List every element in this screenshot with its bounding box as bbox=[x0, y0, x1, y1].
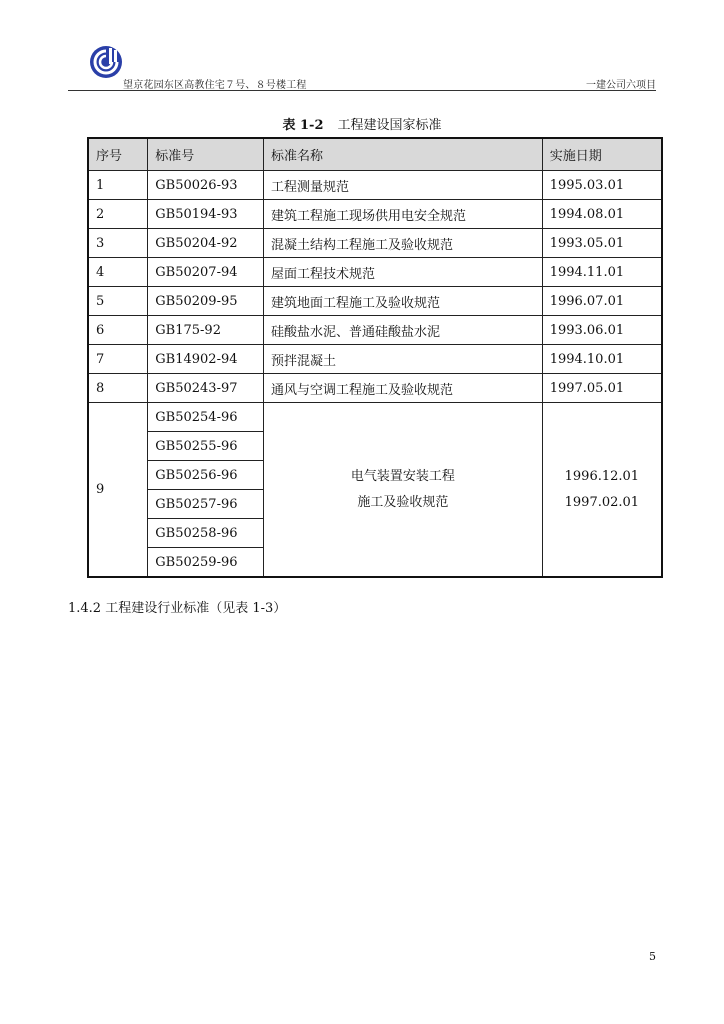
cell-name: 硅酸盐水泥、普通硅酸盐水泥 bbox=[264, 316, 543, 345]
cell-date-group bbox=[542, 403, 662, 578]
cell-name: 建筑地面工程施工及验收规范 bbox=[264, 287, 543, 316]
page-number: 5 bbox=[649, 950, 656, 963]
cell-code: GB50204-92 bbox=[148, 229, 264, 258]
cell-date: 1994.08.01 bbox=[542, 200, 662, 229]
header-divider bbox=[68, 90, 656, 91]
cell-code: GB50207-94 bbox=[148, 258, 264, 287]
header-date: 实施日期 bbox=[542, 138, 662, 171]
cell-seq: 6 bbox=[88, 316, 148, 345]
cell-code: GB50209-95 bbox=[148, 287, 264, 316]
cell-seq: 2 bbox=[88, 200, 148, 229]
cell-code: GB50255-96 bbox=[148, 432, 264, 461]
cell-seq: 8 bbox=[88, 374, 148, 403]
cell-seq-group: 9 bbox=[88, 403, 148, 578]
cell-code: GB175-92 bbox=[148, 316, 264, 345]
cell-code: GB50256-96 bbox=[148, 461, 264, 490]
table-title-text: 工程建设国家标准 bbox=[337, 118, 442, 133]
table-row bbox=[88, 403, 662, 432]
cell-code: GB50243-97 bbox=[148, 374, 264, 403]
table-row bbox=[88, 316, 662, 345]
cell-date: 1993.05.01 bbox=[542, 229, 662, 258]
group-name-line2: 施工及验收规范 bbox=[357, 494, 449, 510]
cell-date: 1997.05.01 bbox=[542, 374, 662, 403]
cell-name: 工程测量规范 bbox=[264, 171, 543, 200]
section-heading: 1.4.2 工程建设行业标准（见表 1-3） bbox=[68, 601, 287, 616]
cell-name: 预拌混凝土 bbox=[264, 345, 543, 374]
cell-code: GB50026-93 bbox=[148, 171, 264, 200]
cell-code: GB50254-96 bbox=[148, 403, 264, 432]
header-project-title: 望京花园东区高教住宅７号、８号楼工程 bbox=[123, 80, 307, 91]
table-title bbox=[0, 114, 724, 133]
header-company-name: 一建公司六项目 bbox=[586, 80, 656, 91]
cell-name: 通风与空调工程施工及验收规范 bbox=[264, 374, 543, 403]
group-name-line1: 电气装置安装工程 bbox=[350, 468, 455, 484]
cell-code: GB50257-96 bbox=[148, 490, 264, 519]
group-date-line1: 1996.12.01 bbox=[564, 468, 640, 484]
table-row bbox=[88, 229, 662, 258]
table-row bbox=[88, 200, 662, 229]
cell-code: GB50258-96 bbox=[148, 519, 264, 548]
header-name: 标准名称 bbox=[264, 138, 543, 171]
group-date-line2: 1997.02.01 bbox=[564, 494, 640, 510]
cell-date: 1995.03.01 bbox=[542, 171, 662, 200]
table-row bbox=[88, 287, 662, 316]
table-header-row bbox=[88, 138, 662, 171]
cell-date: 1994.11.01 bbox=[542, 258, 662, 287]
company-logo-icon bbox=[89, 45, 123, 79]
table-row bbox=[88, 345, 662, 374]
table-number: 表 1-2 bbox=[282, 118, 324, 133]
cell-date: 1993.06.01 bbox=[542, 316, 662, 345]
standards-table bbox=[87, 137, 663, 578]
cell-date: 1996.07.01 bbox=[542, 287, 662, 316]
cell-code: GB50194-93 bbox=[148, 200, 264, 229]
table-row bbox=[88, 374, 662, 403]
table-row bbox=[88, 258, 662, 287]
header-seq: 序号 bbox=[88, 138, 148, 171]
cell-date: 1994.10.01 bbox=[542, 345, 662, 374]
cell-code: GB50259-96 bbox=[148, 548, 264, 578]
table-row bbox=[88, 171, 662, 200]
cell-name: 混凝土结构工程施工及验收规范 bbox=[264, 229, 543, 258]
cell-name: 屋面工程技术规范 bbox=[264, 258, 543, 287]
cell-seq: 5 bbox=[88, 287, 148, 316]
cell-code: GB14902-94 bbox=[148, 345, 264, 374]
cell-seq: 3 bbox=[88, 229, 148, 258]
cell-name: 建筑工程施工现场供用电安全规范 bbox=[264, 200, 543, 229]
cell-name-group bbox=[264, 403, 543, 578]
cell-seq: 7 bbox=[88, 345, 148, 374]
cell-seq: 1 bbox=[88, 171, 148, 200]
cell-seq: 4 bbox=[88, 258, 148, 287]
header-code: 标准号 bbox=[148, 138, 264, 171]
